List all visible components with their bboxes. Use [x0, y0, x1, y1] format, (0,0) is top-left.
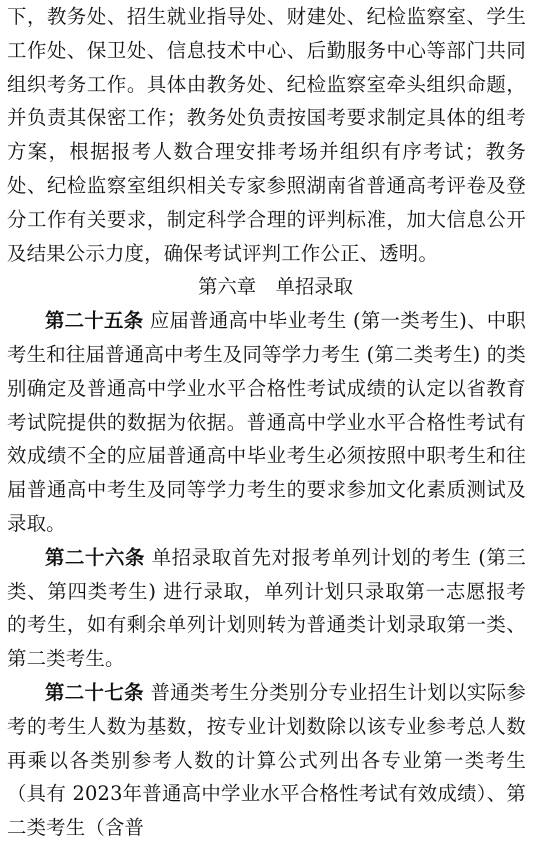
- article-25: [7, 304, 526, 541]
- article-25-label: 第二十五条: [45, 309, 144, 333]
- article-26: [7, 541, 526, 676]
- article-27-label: 第二十七条: [45, 680, 144, 704]
- article-25-text: 应届普通高中毕业考生 (第一类考生)、中职考生和往届普通高中考生及同等学力考生 (第二类考生) 的类别确定及普通高中学业水平合格性考试成绩的认定以省教育考试院提供的数据为依据。普通高中学业水平合格性考试有效成绩不全的应届普通高中毕业考生必须按照中职考生和往届普通高中考生及同等学力考生的要求参加文化素质测试及录取。: [7, 309, 527, 535]
- continuation-paragraph: 下，教务处、招生就业指导处、财建处、纪检监察室、学生工作处、保卫处、信息技术中心、后勤服务中心等部门共同组织考务工作。具体由教务处、纪检监察室牵头组织命题，并负责其保密工作；教务处负责按国考要求制定具体的组考方案，根据报考人数合理安排考场并组织有序考试；教务处、纪检监察室组织相关专家参照湖南省普通高考评卷及登分工作有关要求，制定科学合理的评判标准，加大信息公开及结果公示力度，确保考试评判工作公正、透明。: [7, 5, 526, 265]
- article-26-text: 单招录取首先对报考单列计划的考生 (第三类、第四类考生) 进行录取，单列计划只录取第一志愿报考的考生，如有剩余单列计划则转为普通类计划录取第一类、第二类考生。: [7, 545, 526, 671]
- article-27-text: 普通类考生分类别分专业招生计划以实际参考的考生人数为基数，按专业计划数除以该专业参考总人数再乘以各类别参考人数的计算公式列出各专业第一类考生（具有 2023年普通高中学业水平合格性考试有效成绩）、第二类考生（含普: [7, 680, 527, 840]
- article-27: [7, 676, 526, 845]
- article-26-label: 第二十六条: [45, 545, 145, 569]
- chapter-title: 第六章 单招录取: [197, 275, 354, 299]
